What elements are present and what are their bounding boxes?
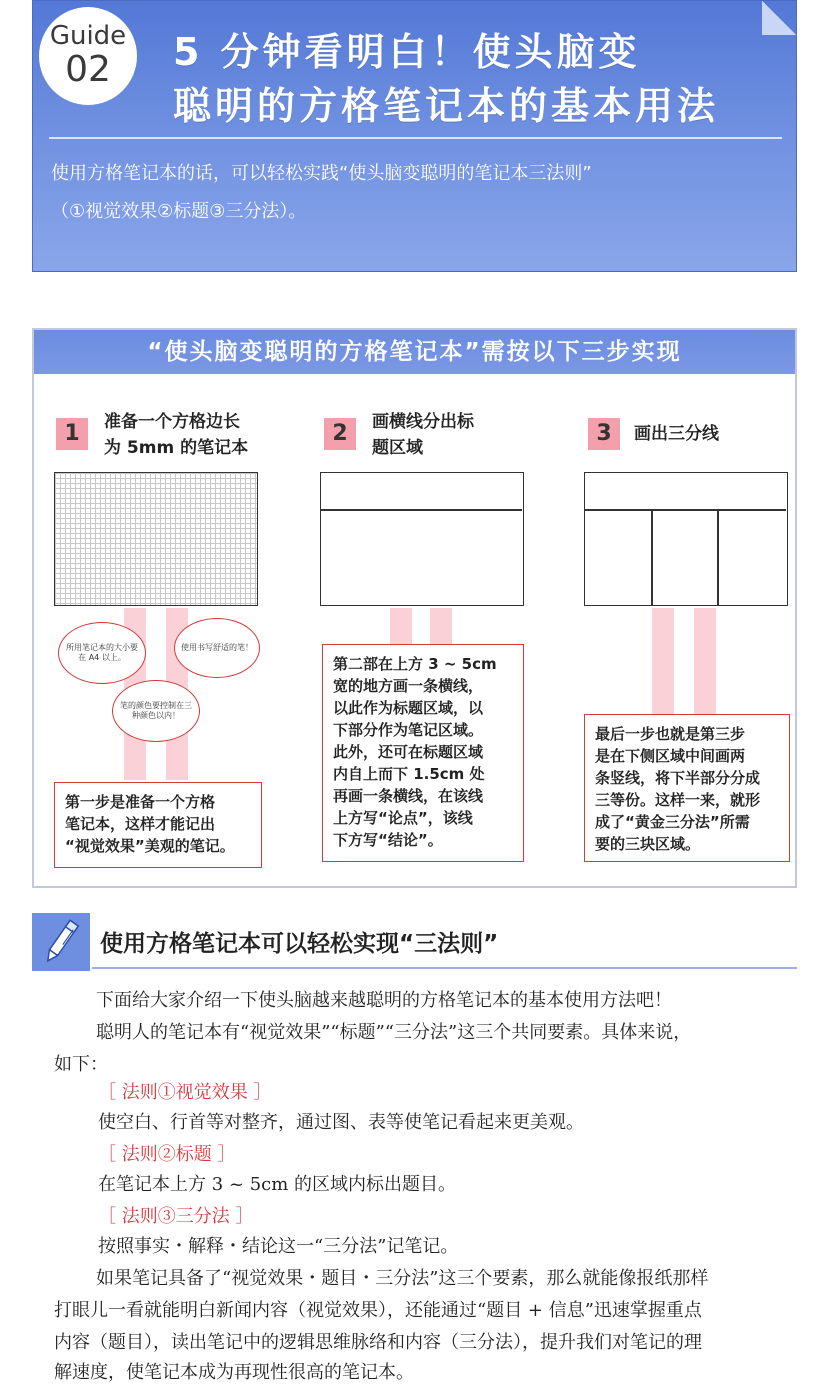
guide-badge [39,7,137,105]
step-3-caption-line: 最后一步也就是第三步 [595,725,746,743]
step-3-pointer-left [652,608,674,714]
step-1-caption-line: “视觉效果”美观的笔记。 [65,837,235,855]
section-title: 使用方格笔记本可以轻松实现“三法则” [100,931,499,957]
step-2-caption-line: 第二部在上方 3 ~ 5cm [333,655,497,673]
step-2-caption-line: 内自上而下 1.5cm 处 [333,765,485,783]
rule-2-text: 在笔记本上方 3 ~ 5cm 的区域内标出题目。 [98,1174,457,1195]
paragraph-summary-line4: 解速度，使笔记本成为再现性很高的笔记本。 [54,1362,414,1383]
pen-icon [32,913,90,971]
page-title-line1: 5 分钟看明白！使头脑变 [173,30,641,74]
paragraph-summary-line3: 内容（题目），读出笔记中的逻辑思维脉络和内容（三分法），提升我们对笔记的理 [54,1332,702,1353]
title-area-line [321,509,522,511]
step-1-caption-line: 笔记本，这样才能记出 [65,815,216,833]
step-2-title-line1: 画横线分出标 [372,412,474,432]
step-1-number: 1 [56,418,88,450]
page-title-line2: 聪明的方格笔记本的基本用法 [173,84,720,128]
paragraph-intro: 下面给大家介绍一下使头脑越来越聪明的方格笔记本的基本使用方法吧！ [96,990,672,1011]
step-2-pointer-left [390,608,412,644]
step-3-caption [584,714,790,862]
title-area-line [585,509,786,511]
step-2-caption-line: 再画一条横线，在该线 [333,787,484,805]
step-1-caption-line: 第一步是准备一个方格 [65,793,216,811]
paragraph-summary-line2: 打眼儿一看就能明白新闻内容（视觉效果），还能通过“题目 + 信息”迅速掌握重点 [54,1300,702,1321]
step-1-grid-notebook [54,472,258,606]
step-2-caption-line: 此外，还可在标题区域 [333,743,484,761]
pen-icon-box [32,913,90,971]
third-line-left [651,510,653,605]
page-fold [762,1,796,35]
step-1-title-line1: 准备一个方格边长 [104,412,240,432]
step-2-caption-line: 以此作为标题区域，以 [333,699,484,717]
steps-panel [32,328,797,888]
paragraph-summary-line1: 如果笔记具备了“视觉效果・题目・三分法”这三个要素，那么就能像报纸那样 [96,1268,709,1289]
section-rule [92,967,797,969]
paragraph-elements-line2: 如下： [54,1054,108,1075]
bubble-notebook-size: 所用笔记本的大小要在 A4 以上。 [58,622,146,684]
step-3-title-line1: 画出三分线 [634,424,719,444]
step-3-caption-line: 三等份。这样一来，就形 [595,791,761,809]
rule-1-text: 使空白、行首等对整齐，通过图、表等使笔记看起来更美观。 [98,1112,584,1133]
badge-label: Guide [49,21,127,51]
step-2-caption-line: 上方写“论点”，该线 [333,809,473,827]
rule-3-text: 按照事实・解释・结论这一“三分法”记笔记。 [98,1236,459,1257]
step-3-number: 3 [588,418,620,450]
step-2-notebook [320,472,524,606]
rule-3-heading: ［ 法则③三分法 ］ [98,1206,254,1227]
intro-line2: （①视觉效果②标题③三分法）。 [51,201,307,222]
bubble-three-colors: 笔的颜色要控制在三种颜色以内！ [112,680,200,742]
step-3-notebook [584,472,788,606]
steps-heading: “使头脑变聪明的方格笔记本”需按以下三步实现 [34,330,795,374]
step-3-pointer-right [694,608,716,714]
header-divider [49,137,782,139]
step-2-caption-line: 下方写“结论”。 [333,831,443,849]
step-2-caption-line: 下部分作为笔记区域。 [333,721,484,739]
step-2-title-line2: 题区域 [372,438,423,458]
third-line-right [717,510,719,605]
badge-number: 02 [65,49,111,90]
step-3-caption-line: 条竖线，将下半部分分成 [595,769,761,787]
intro-line1: 使用方格笔记本的话，可以轻松实践“使头脑变聪明的笔记本三法则” [51,163,592,184]
step-2-caption-line: 宽的地方画一条横线， [333,677,484,695]
bubble-comfortable-pen: 使用书写舒适的笔！ [174,618,260,678]
step-1-caption [54,782,262,868]
step-3-caption-line: 是在下侧区域中间画两 [595,747,746,765]
step-3-caption-line: 成了“黄金三分法”所需 [595,813,750,831]
step-3-caption-line: 要的三块区域。 [595,835,701,853]
step-2-caption [322,644,524,862]
step-1-title-line2: 为 5mm 的笔记本 [104,438,249,458]
rule-1-heading: ［ 法则①视觉效果 ］ [98,1082,272,1103]
guide-header [32,0,797,272]
step-2-pointer-right [430,608,452,644]
rule-2-heading: ［ 法则②标题 ］ [98,1144,236,1165]
paragraph-elements-line1: 聪明人的笔记本有“视觉效果”“标题”“三分法”这三个共同要素。具体来说， [96,1022,692,1043]
step-2-number: 2 [324,418,356,450]
